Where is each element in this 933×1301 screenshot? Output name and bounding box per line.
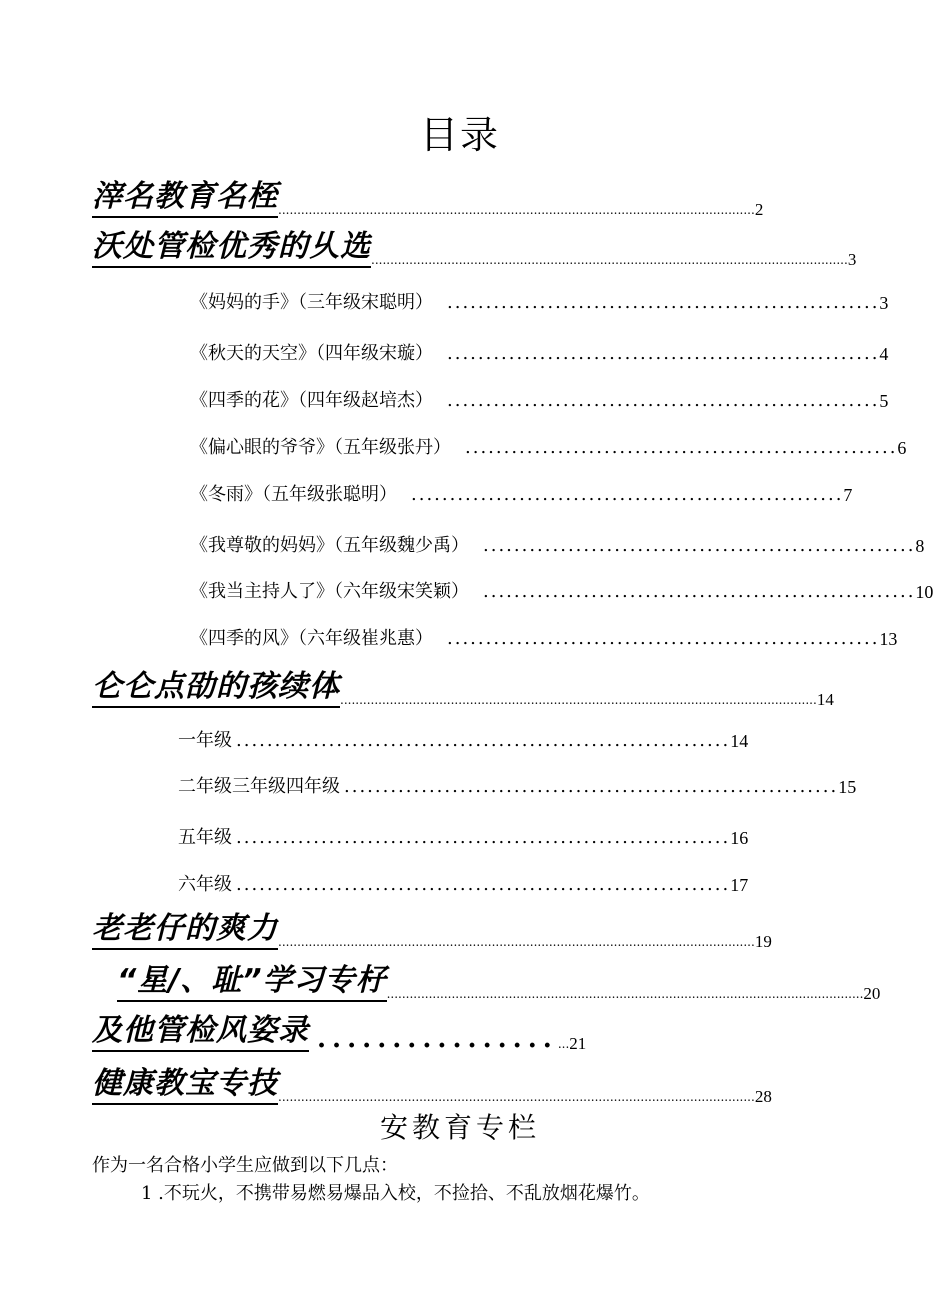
toc-page-number: 14 [816,690,834,709]
toc-page-number: 4 [879,344,889,364]
toc-entry-sub[interactable] [178,775,857,799]
toc-page-number: 15 [838,777,857,797]
toc-leader-dots: ........................................................ [447,628,880,649]
toc-entry-text: 一年级 [178,730,232,751]
toc-entry-text: 《冬雨》（五年级张聪明） [190,484,397,505]
toc-entry-sub[interactable] [190,483,853,507]
toc-page-number: 3 [879,293,889,313]
toc-leader-dots: ................ [317,1024,558,1054]
toc-leader-dots: ................................................................ [236,874,731,895]
section-item: 1 .不玩火，不携带易燃易爆品入校，不捡拾、不乱放烟花爆竹。 [141,1183,650,1204]
toc-entry-text: 沃处管检优秀的乆选 [92,228,371,268]
toc-leader-dots: ........................................................ [483,581,916,602]
toc-leader-dots: ........................................................ [411,484,844,505]
toc-leader-dots: ............................................................................................................................. [278,1090,755,1104]
toc-entry-sub[interactable] [178,826,749,850]
toc-entry-text: 《我当主持人了》（六年级宋笑颖） [190,581,469,602]
toc-leader-dots: ........................................................ [447,292,880,313]
toc-page-number: 6 [897,438,907,458]
toc-entry-text: 《偏心眼的爷爷》（五年级张丹） [190,437,451,458]
toc-entry-text: 《四季的花》（四年级赵培杰） [190,390,433,411]
toc-entry-main[interactable] [92,1012,658,1052]
toc-entry-main[interactable] [92,1065,772,1106]
toc-page-number: 13 [879,629,898,649]
toc-entry-text: 六年级 [178,874,232,895]
toc-entry-sub[interactable] [190,291,889,315]
toc-page-number: 3 [847,250,857,269]
toc-leader-dots: ................................................................ [236,827,731,848]
toc-entry-main[interactable] [92,228,857,269]
toc-entry-sub[interactable] [178,729,749,753]
toc-entry-sub[interactable] [190,534,925,558]
toc-page-number: 16 [730,828,749,848]
toc-page-number: 8 [915,536,925,556]
toc-entry-text: 仑仑点劭的孩续体 [92,668,340,708]
toc-leader-dots: ........................................................ [483,535,916,556]
toc-entry-main[interactable] [92,178,764,219]
toc-entry-main[interactable] [117,962,881,1003]
toc-entry-text: 《四季的风》（六年级崔兆惠） [190,628,433,649]
toc-page-number: 10 [915,582,933,602]
toc-page-number: 2 [754,200,764,219]
toc-page-number: 21 [569,1034,587,1053]
toc-leader-dots: ............................................................................................................................. [278,935,755,949]
toc-entry-text: 《秋天的天空》（四年级宋璇） [190,343,433,364]
toc-leader-dots: ........................................................ [447,390,880,411]
toc-entry-sub[interactable] [190,342,889,366]
toc-entry-main[interactable] [92,668,834,709]
toc-entry-sub[interactable] [190,389,889,413]
toc-leader-dots: ........................................................ [465,437,898,458]
toc-entry-main[interactable] [92,910,772,951]
toc-leader-dots: ............................................................................................................................. [278,203,755,217]
toc-entry-sub[interactable] [190,627,898,651]
toc-leader-dots: ................................................................ [236,730,731,751]
toc-leader-dots: ........................................................ [447,343,880,364]
toc-page-number: 28 [754,1087,772,1106]
toc-entry-text: “星/、耻”学习专杍 [117,962,387,1002]
toc-leader-dots: ................................................................ [344,776,839,797]
toc-page-number: 5 [879,391,889,411]
page-title: 目录 [419,113,500,157]
toc-page-number: 19 [754,932,772,951]
toc-leader-dots: ............................................................................................................................. [340,693,817,707]
toc-leader-dots: ............................................................................................................................. [386,987,864,1001]
toc-page-number: 20 [863,984,881,1003]
toc-entry-text: 健康教宝专技 [92,1065,278,1105]
toc-entry-sub[interactable] [190,580,933,604]
toc-page-number: 7 [843,485,853,505]
toc-leader-dots: ............................................................................................................................. [371,253,848,267]
toc-entry-text: 《我尊敬的妈妈》（五年级魏少禹） [190,535,469,556]
toc-page-number: 14 [730,731,749,751]
toc-entry-text: 老老仔的爽力 [92,910,278,950]
toc-entry-text: 滓名教育名桎 [92,178,278,218]
section-intro: 作为一名合格小学生应做到以下几点： [92,1155,398,1176]
toc-entry-sub[interactable] [178,873,749,897]
toc-entry-sub[interactable] [190,436,907,460]
section-heading: 安教育专栏 [379,1111,540,1144]
toc-entry-text: 二年级三年级四年级 [178,776,340,797]
toc-page-number: 17 [730,875,749,895]
toc-entry-text: 及他管检风姿录 [92,1012,309,1052]
toc-entry-text: 五年级 [178,827,232,848]
toc-leader-dots: ... [557,1037,570,1051]
toc-entry-text: 《妈妈的手》（三年级宋聪明） [190,292,433,313]
